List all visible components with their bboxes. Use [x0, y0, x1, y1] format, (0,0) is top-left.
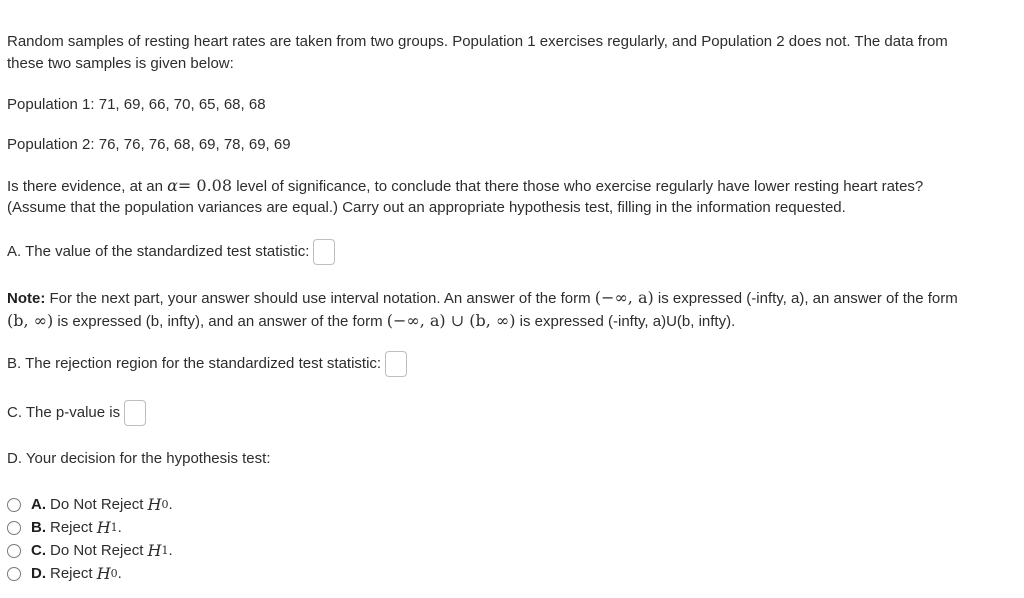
- intro-line-1: Random samples of resting heart rates are taken from two groups. Population 1 exercises regularly, and Population 2 does not. The data from: [7, 33, 948, 50]
- choice-end: .: [168, 496, 173, 513]
- note-math-1: (−∞, a): [594, 288, 654, 307]
- choice-var: H: [96, 518, 111, 537]
- choice-letter: A.: [31, 496, 46, 513]
- p-value-input[interactable]: [124, 400, 146, 426]
- choice-letter: D.: [31, 565, 46, 582]
- note-text-3: is expressed (b, infty), and an answer of the form: [57, 313, 383, 330]
- choice-end: .: [168, 542, 173, 559]
- choice-letter: C.: [31, 542, 46, 559]
- choice-text: Reject: [50, 565, 93, 582]
- choice-text: Do Not Reject: [50, 542, 144, 559]
- part-a: [7, 238, 335, 266]
- choice-sub: 1: [110, 521, 118, 534]
- choice-text: Do Not Reject: [50, 496, 144, 513]
- alpha-value: = 0.08: [177, 176, 233, 195]
- intro-line-2: these two samples is given below:: [7, 55, 234, 72]
- choice-end: .: [117, 519, 122, 536]
- part-b-label: B. The rejection region for the standardized test statistic:: [7, 355, 382, 372]
- choice-c[interactable]: [7, 539, 173, 562]
- choice-b[interactable]: [7, 516, 173, 539]
- note-line-2: [7, 309, 735, 333]
- choice-sub: 0: [161, 498, 169, 511]
- radio-button[interactable]: [7, 498, 21, 512]
- note-line-1: [7, 286, 958, 310]
- question-text-pre: Is there evidence, at an: [7, 178, 163, 195]
- note-text-4: is expressed (-infty, a)U(b, infty).: [519, 313, 736, 330]
- choice-d[interactable]: [7, 562, 173, 585]
- part-a-label: A. The value of the standardized test statistic:: [7, 243, 310, 260]
- radio-button[interactable]: [7, 567, 21, 581]
- question-text-post: level of significance, to conclude that there those who exercise regularly have lower resting heart rates?: [236, 178, 924, 195]
- choice-sub: 1: [161, 544, 169, 557]
- note-math-3: (−∞, a) ∪ (b, ∞): [386, 311, 516, 330]
- part-c-label: C. The p-value is: [7, 404, 121, 421]
- choice-end: .: [117, 565, 122, 582]
- note-text-2: is expressed (-infty, a), an answer of the form: [657, 290, 958, 307]
- population-2-data: Population 2: 76, 76, 76, 68, 69, 78, 69, 69: [7, 136, 291, 153]
- choice-a[interactable]: [7, 493, 173, 516]
- note-label: Note:: [7, 290, 46, 307]
- choice-sub: 0: [110, 567, 118, 580]
- alpha-symbol: α: [167, 176, 178, 195]
- part-c: [7, 399, 146, 427]
- part-b: [7, 350, 407, 378]
- rejection-region-input[interactable]: [385, 351, 407, 377]
- radio-button[interactable]: [7, 521, 21, 535]
- choice-text: Reject: [50, 519, 93, 536]
- choice-var: H: [96, 564, 111, 583]
- decision-choices: [7, 493, 173, 585]
- note-text-1: For the next part, your answer should use interval notation. An answer of the form: [49, 290, 591, 307]
- population-1-data: Population 1: 71, 69, 66, 70, 65, 68, 68: [7, 96, 266, 113]
- part-d-label: D. Your decision for the hypothesis test:: [7, 450, 271, 467]
- choice-letter: B.: [31, 519, 46, 536]
- radio-button[interactable]: [7, 544, 21, 558]
- test-statistic-input[interactable]: [313, 239, 335, 265]
- question-line-1: [7, 174, 923, 198]
- choice-var: H: [147, 495, 162, 514]
- choice-var: H: [147, 541, 162, 560]
- question-line-2: (Assume that the population variances are equal.) Carry out an appropriate hypothesis test, filling in the information requested.: [7, 199, 846, 216]
- note-math-2: (b, ∞): [7, 311, 54, 330]
